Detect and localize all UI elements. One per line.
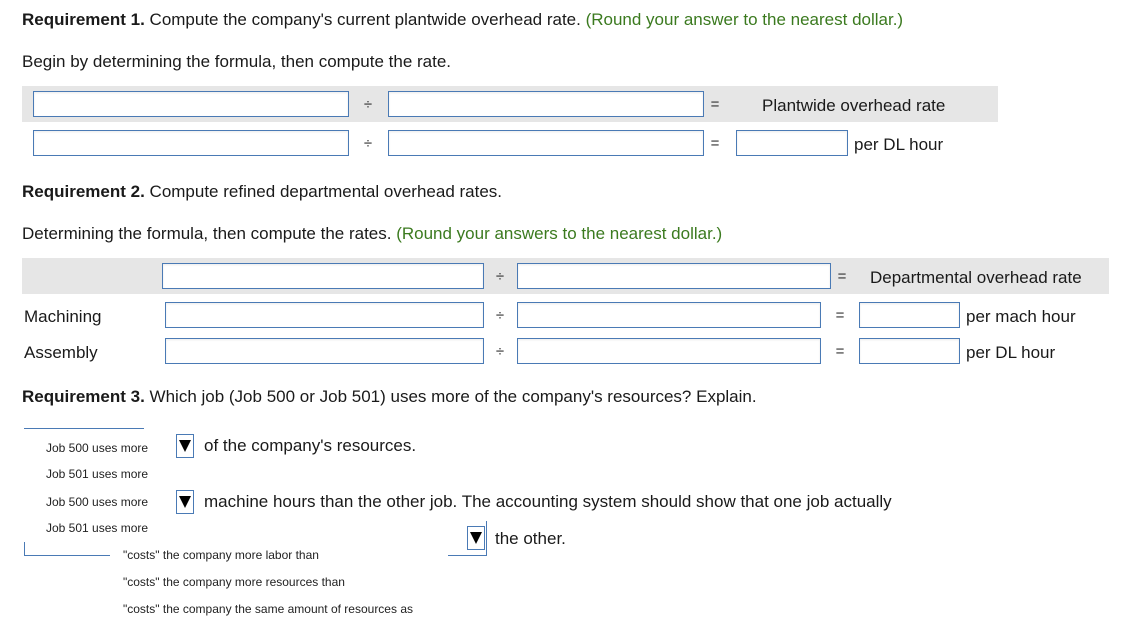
req2-machining-divide-sign: ÷	[495, 307, 505, 324]
req2-header-divide-sign: ÷	[495, 268, 505, 285]
req2-assembly-result-input[interactable]	[859, 338, 960, 364]
req1-denominator-input[interactable]	[388, 130, 704, 156]
req2-assembly-numerator-input[interactable]	[165, 338, 484, 364]
dropdown1-top-border	[24, 428, 144, 429]
req2-instruction	[22, 224, 722, 244]
req2-title-bold: Requirement 2.	[22, 182, 145, 201]
req2-header-numerator-input[interactable]	[162, 263, 484, 289]
req2-assembly-equals-sign: =	[835, 343, 845, 360]
req1-unit-label: per DL hour	[854, 135, 944, 154]
req1-equals-sign: =	[710, 135, 720, 152]
req1-divide-sign: ÷	[363, 135, 373, 152]
req2-machining-equals-sign: =	[835, 307, 845, 324]
req2-assembly-unit-label: per DL hour	[966, 343, 1056, 362]
dropdown3-option-more-resources[interactable]: "costs" the company more resources than	[123, 575, 345, 589]
req1-header-equals-sign: =	[710, 96, 720, 113]
dropdown3-option-same-resources[interactable]: "costs" the company the same amount of resources as	[123, 602, 413, 616]
dropdown1-arrow-icon[interactable]	[176, 434, 194, 458]
req2-row-machining-label: Machining	[24, 307, 102, 326]
dropdown1-option-job501[interactable]: Job 501 uses more	[46, 467, 149, 481]
dropdown3-right-border	[486, 521, 487, 556]
req2-assembly-divide-sign: ÷	[495, 343, 505, 360]
dropdown-bottom-border	[24, 555, 110, 556]
req1-instruction: Begin by determining the formula, then compute the rate.	[22, 52, 452, 71]
req1-header-divide-sign: ÷	[363, 96, 373, 113]
req1-result-input[interactable]	[736, 130, 848, 156]
dropdown3-arrow-icon[interactable]	[467, 526, 485, 550]
req3-title-text: Which job (Job 500 or Job 501) uses more of the company's resources? Explain.	[144, 387, 757, 406]
dropdown2-option-job500[interactable]: Job 500 uses more	[46, 495, 149, 509]
req2-machining-denominator-input[interactable]	[517, 302, 821, 328]
dropdown3-option-more-labor[interactable]: "costs" the company more labor than	[123, 548, 319, 562]
req2-header-denominator-input[interactable]	[517, 263, 831, 289]
req3-text2: machine hours than the other job. The accounting system should show that one job actually	[204, 492, 892, 511]
dropdown2-arrow-icon[interactable]	[176, 490, 194, 514]
dropdown2-option-job501[interactable]: Job 501 uses more	[46, 521, 149, 535]
req2-instruction-text: Determining the formula, then compute the rates.	[22, 224, 392, 243]
req3-text1: of the company's resources.	[204, 436, 417, 455]
req1-header-denominator-input[interactable]	[388, 91, 704, 117]
req2-machining-result-input[interactable]	[859, 302, 960, 328]
req1-title-note: (Round your answer to the nearest dollar.)	[580, 10, 904, 29]
req2-instruction-note: (Round your answers to the nearest dollar.)	[391, 224, 723, 243]
dropdown3-bottom-border	[448, 555, 486, 556]
req2-header-result-label: Departmental overhead rate	[870, 268, 1082, 287]
req1-header-numerator-input[interactable]	[33, 91, 349, 117]
req3-title-bold: Requirement 3.	[22, 387, 145, 406]
req1-title	[22, 10, 903, 30]
req2-machining-unit-label: per mach hour	[966, 307, 1076, 326]
req2-header-equals-sign: =	[837, 268, 847, 285]
dropdown-left-border	[24, 542, 25, 556]
req2-row-assembly-label: Assembly	[24, 343, 98, 362]
req3-text3: the other.	[495, 529, 566, 548]
req2-title-text: Compute refined departmental overhead rates.	[144, 182, 503, 201]
req1-header-result-label: Plantwide overhead rate	[762, 96, 946, 115]
dropdown1-option-job500[interactable]: Job 500 uses more	[46, 441, 149, 455]
req2-assembly-denominator-input[interactable]	[517, 338, 821, 364]
req1-numerator-input[interactable]	[33, 130, 349, 156]
req3-title	[22, 387, 757, 407]
req1-title-bold: Requirement 1.	[22, 10, 145, 29]
req2-machining-numerator-input[interactable]	[165, 302, 484, 328]
req2-title	[22, 182, 502, 202]
req1-title-text: Compute the company's current plantwide overhead rate.	[144, 10, 581, 29]
